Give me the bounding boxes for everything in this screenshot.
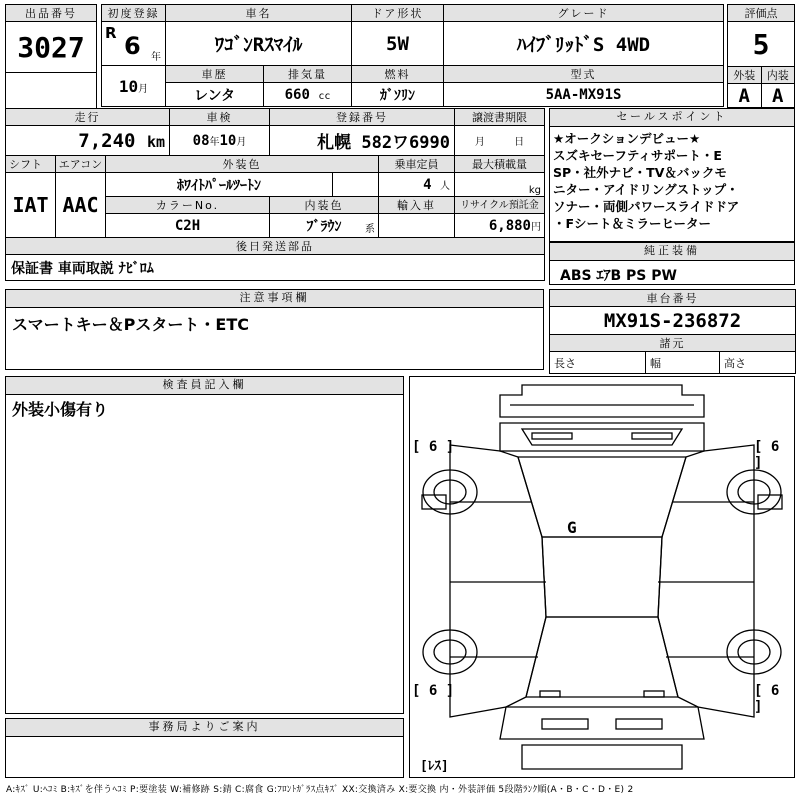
inspector-comment: 外装小傷有り xyxy=(12,400,109,419)
windshield-mark: G xyxy=(567,518,577,537)
docs-value: 保証書 車両取説 ﾅﾋﾞﾛﾑ xyxy=(6,255,545,281)
model-label: 型式 xyxy=(444,66,724,83)
dims-label: 諸元 xyxy=(550,335,796,352)
first-reg-label: 初度登録 xyxy=(102,5,166,22)
fuel-label: 燃料 xyxy=(352,66,444,83)
sales-point-line: ★オークションデビュー★ xyxy=(553,131,701,146)
docs-label: 後日発送部品 xyxy=(6,238,545,255)
office-box xyxy=(5,718,404,778)
dim-width: 幅 xyxy=(646,352,720,374)
spare-tire-mark: [ﾚｽ] xyxy=(420,759,449,774)
tire-mark-front-right: [ 6 ] xyxy=(754,439,780,471)
sales-point-line: ニター・アイドリングストップ・ xyxy=(553,182,739,197)
damage-diagram xyxy=(409,376,795,778)
equipment-value: ABS ｴｱB PS PW xyxy=(560,268,677,284)
sales-point-line: SP・社外ナビ・TV＆バックモ xyxy=(553,165,727,180)
shift-label: シフト xyxy=(6,156,56,173)
sales-point-box xyxy=(549,108,795,242)
history-label: 車歴 xyxy=(166,66,264,83)
notes-box xyxy=(5,289,544,370)
import-label: 輸入車 xyxy=(379,197,455,214)
tire-mark-rear-right: [ 6 ] xyxy=(754,683,780,715)
color-label: 外装色 xyxy=(106,156,379,173)
interior-label: 内装 xyxy=(761,67,795,84)
exterior-label: 外装 xyxy=(728,67,762,84)
load-label: 最大積載量 xyxy=(455,156,545,173)
exterior-color: ﾎﾜｲﾄﾊﾟｰﾙﾂｰﾄﾝ xyxy=(106,173,333,197)
inspection-label: 車検 xyxy=(170,109,270,126)
inspector-label: 検査員記入欄 xyxy=(6,377,403,395)
chassis-number: MX91S-236872 xyxy=(550,307,796,335)
sales-point-line: ・Fシート＆ミラーヒーター xyxy=(553,216,712,231)
shift: IAT xyxy=(6,173,56,238)
score-label: 評価点 xyxy=(728,5,795,22)
first-reg-year: R 6 年 xyxy=(102,22,166,66)
mileage-label: 走行 xyxy=(6,109,170,126)
mileage: 7,240 km xyxy=(6,126,170,156)
grade: ﾊｲﾌﾞﾘｯﾄﾞS 4WD xyxy=(444,22,724,66)
history: レンタ xyxy=(166,83,264,107)
door-type: 5W xyxy=(352,22,444,66)
notes-label: 注意事項欄 xyxy=(6,290,543,308)
door-label: ドア形状 xyxy=(352,5,444,22)
lot-number: 3027 xyxy=(6,22,97,73)
import-car xyxy=(379,214,455,238)
ac-label: エアコン xyxy=(56,156,106,173)
inspector-box xyxy=(5,376,404,714)
tire-mark-front-left: [ 6 ] xyxy=(412,439,455,455)
sales-point-line: スズキセーフティサポート・E xyxy=(553,148,722,163)
interior-score: A xyxy=(761,84,795,108)
displacement: 660 cc xyxy=(264,83,352,107)
first-reg-month: 10月 xyxy=(102,66,166,107)
car-outline-diagram xyxy=(410,377,794,777)
transfer-label: 譲渡書期限 xyxy=(455,109,545,126)
inspection-date: 08年10月 xyxy=(170,126,270,156)
dim-height: 高さ xyxy=(720,352,796,374)
overall-score: 5 xyxy=(728,22,795,67)
color-no-label: カラーNo. xyxy=(106,197,270,214)
details-table xyxy=(5,108,545,281)
capacity: 4 人 xyxy=(379,173,455,197)
recycle-fee: 6,880円 xyxy=(455,214,545,238)
car-name-label: 車名 xyxy=(166,5,352,22)
color-number: C2H xyxy=(106,214,270,238)
plate-number: 札幌 582ワ6990 xyxy=(270,126,455,156)
office-label: 事務局よりご案内 xyxy=(6,719,403,737)
displacement-label: 排気量 xyxy=(264,66,352,83)
sales-point-label: セールスポイント xyxy=(550,109,794,127)
car-name: ﾜｺﾞﾝRｽﾏｲﾙ xyxy=(166,22,352,66)
notes-value: スマートキー＆Pスタート・ETC xyxy=(12,315,249,334)
vehicle-header-table xyxy=(101,4,724,107)
capacity-label: 乗車定員 xyxy=(379,156,455,173)
legend: A:ｷｽﾞ U:ﾍｺﾐ B:ｷｽﾞを伴うﾍｺﾐ P:要塗装 W:補修跡 S:錆 C:腐食 G:ﾌﾛﾝﾄｶﾞﾗｽ点ｷｽﾞ XX:交換済み X:要交換 内・外装評価 5段階ﾗﾝｸ順(A・B・C・D・E) 2 xyxy=(6,785,634,795)
int-color-label: 内装色 xyxy=(270,197,379,214)
equipment-label: 純正装備 xyxy=(550,243,794,261)
model-code: 5AA-MX91S xyxy=(444,83,724,107)
chassis-table xyxy=(549,289,796,374)
grade-label: グレード xyxy=(444,5,724,22)
exterior-score: A xyxy=(728,84,762,108)
chassis-label: 車台番号 xyxy=(550,290,796,307)
max-load: kg xyxy=(455,173,545,197)
interior-color: ﾌﾞﾗｳﾝ 系 xyxy=(270,214,379,238)
equipment-box xyxy=(549,242,795,285)
recycle-label: リサイクル預託金 xyxy=(455,197,545,214)
sales-point-lines xyxy=(550,127,794,235)
lot-table xyxy=(5,4,97,115)
score-table xyxy=(727,4,795,108)
lot-label: 出品番号 xyxy=(6,5,97,22)
plate-label: 登録番号 xyxy=(270,109,455,126)
sales-point-line: ソナー・両側パワースライドドア xyxy=(553,199,740,214)
aircon: AAC xyxy=(56,173,106,238)
dim-length: 長さ xyxy=(550,352,646,374)
tire-mark-rear-left: [ 6 ] xyxy=(412,683,455,699)
fuel: ｶﾞｿﾘﾝ xyxy=(352,83,444,107)
transfer-deadline: 月 日 xyxy=(455,126,545,156)
